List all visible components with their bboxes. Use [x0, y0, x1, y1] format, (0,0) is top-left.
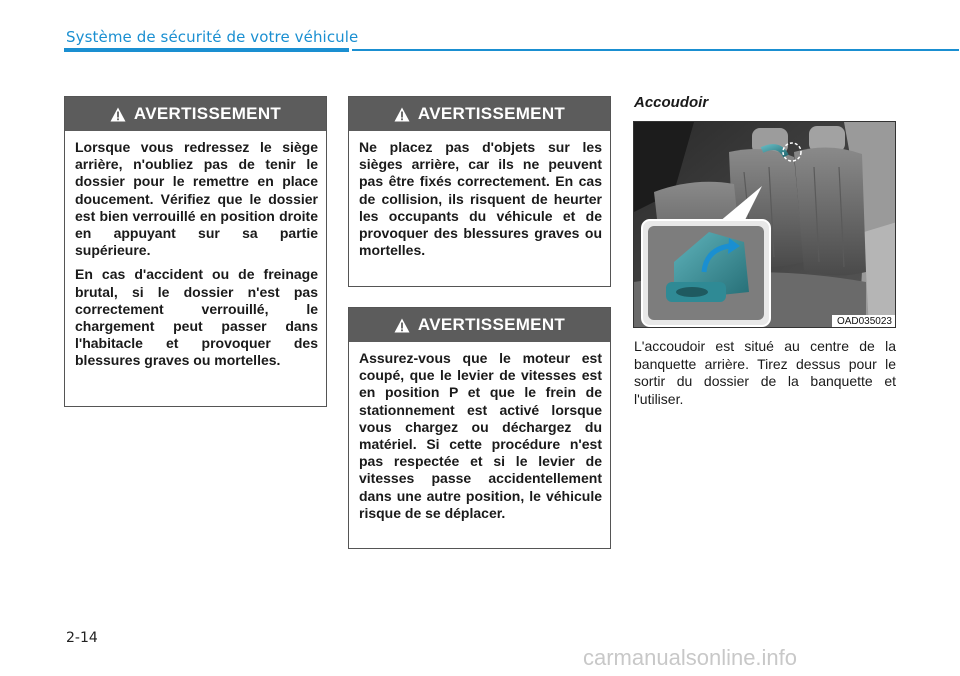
warning-paragraph: Assurez-vous que le moteur est coupé, que le levier de vitesses est en position P et que le frein de stationnement est activé lorsque vous chargez ou déchargez du matériel. Si cette procédure n'est pas respectée et si le levier de vitesses passe accidentellement dans une autre position, le véhicule risque de se déplacer. [359, 350, 602, 521]
warning-triangle-icon [394, 318, 410, 333]
armrest-description: L'accoudoir est situé au centre de la banquette arrière. Tirez dessus pour le sortir du dossier de la banquette et l'utiliser. [634, 338, 896, 407]
warning-heading: AVERTISSEMENT [417, 104, 566, 123]
section-header-title: Système de sécurité de votre véhicule [66, 28, 359, 46]
warning-triangle-icon [110, 107, 126, 122]
armrest-section-title: Accoudoir [634, 94, 709, 111]
warning-heading: AVERTISSEMENT [417, 315, 566, 334]
page-number: 2-14 [66, 630, 98, 646]
warning-box-seatback [64, 96, 327, 407]
warning-header [349, 97, 610, 131]
watermark: carmanualsonline.info [583, 645, 798, 670]
warning-paragraph: Ne placez pas d'objets sur les sièges arrière, car ils ne peuvent pas être fixés correctement. En cas de collision, ils risquent de heurter les occupants du véhicule et de provoquer des blessures graves ou mortelles. [359, 139, 602, 259]
warning-box-objects [348, 96, 611, 287]
warning-body [349, 131, 610, 267]
warning-triangle-icon [394, 107, 410, 122]
warning-header [349, 308, 610, 342]
armrest-illustration [633, 121, 896, 328]
warning-body [65, 131, 326, 378]
warning-paragraph: Lorsque vous redressez le siège arrière, n'oubliez pas de tenir le dossier pour le remettre en place doucement. Vérifiez que le dossier est bien verrouillé en position droite en appuyant sur sa partie supérieure. [75, 139, 318, 259]
warning-heading: AVERTISSEMENT [133, 104, 282, 123]
header-rule-thick [64, 48, 349, 52]
warning-header [65, 97, 326, 131]
warning-box-engine [348, 307, 611, 549]
warning-paragraph: En cas d'accident ou de freinage brutal, si le dossier n'est pas correctement verrouillé, le chargement peut passer dans l'habitacle et provoquer des blessures graves ou mortelles. [75, 266, 318, 369]
image-code-label: OAD035023 [832, 315, 895, 327]
header-rule-thin [352, 49, 959, 51]
warning-body [349, 342, 610, 530]
rear-seat-illustration [634, 122, 896, 328]
